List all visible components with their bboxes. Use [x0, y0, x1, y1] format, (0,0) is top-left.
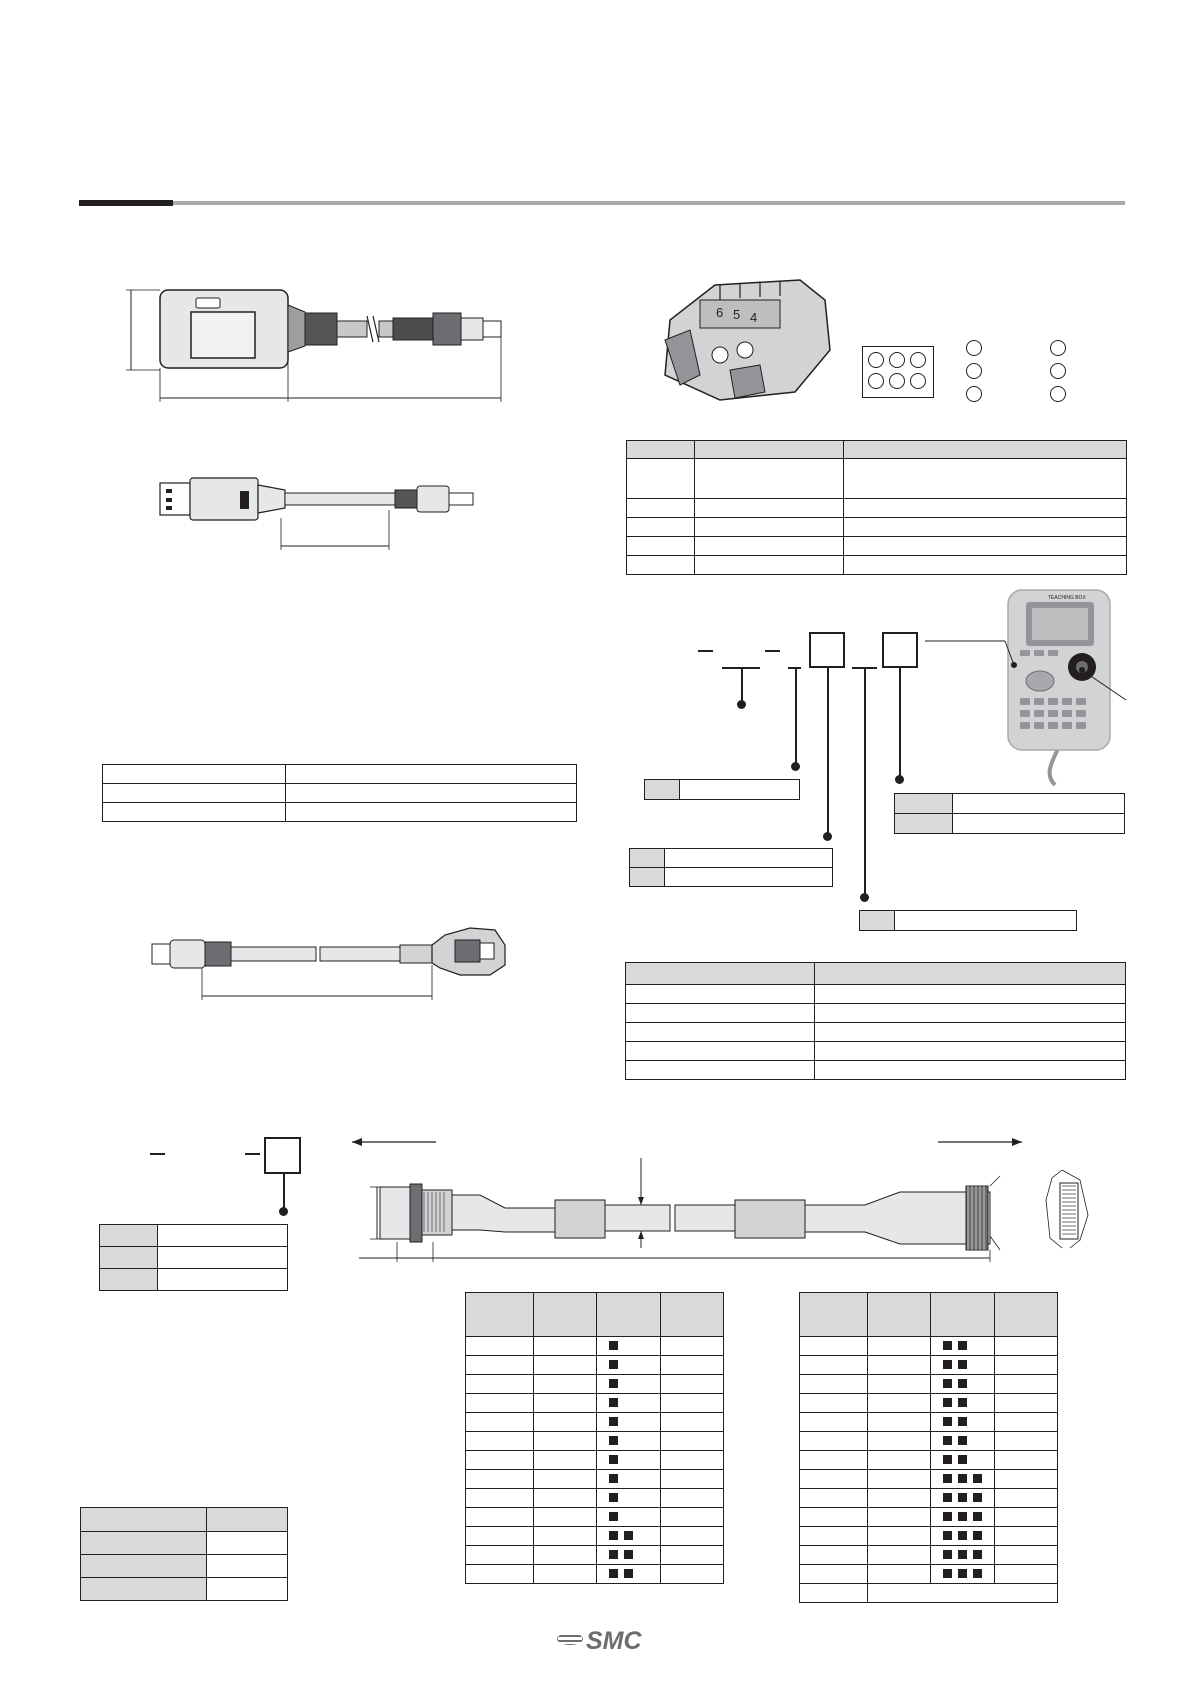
- wire-mark: [958, 1398, 967, 1407]
- pin-digit: 5: [733, 307, 741, 322]
- wire-mark-cell: [931, 1356, 995, 1375]
- smc-logo: [556, 1623, 656, 1663]
- wire-mark: [943, 1569, 952, 1578]
- wire-mark: [958, 1341, 967, 1350]
- wire-mark-cell: [597, 1489, 661, 1508]
- wire-mark: [973, 1493, 982, 1502]
- wire-mark: [958, 1379, 967, 1388]
- wire-mark: [624, 1550, 633, 1559]
- wire-mark: [609, 1341, 618, 1350]
- wire-mark: [943, 1341, 952, 1350]
- wire-mark-cell: [931, 1337, 995, 1356]
- wire-mark-cell: [597, 1527, 661, 1546]
- wire-mark: [958, 1512, 967, 1521]
- wire-mark-cell: [597, 1546, 661, 1565]
- wire-mark: [943, 1436, 952, 1445]
- wire-mark-cell: [931, 1546, 995, 1565]
- wire-mark: [943, 1512, 952, 1521]
- wire-mark: [609, 1436, 618, 1445]
- wire-mark: [609, 1417, 618, 1426]
- wire-mark-cell: [597, 1413, 661, 1432]
- wire-mark: [973, 1550, 982, 1559]
- wire-mark: [958, 1417, 967, 1426]
- wire-mark: [958, 1436, 967, 1445]
- wire-mark: [943, 1550, 952, 1559]
- smc-logo-text: SMC: [586, 1627, 642, 1655]
- wire-mark-cell: [597, 1451, 661, 1470]
- wire-mark-cell: [931, 1413, 995, 1432]
- wire-mark: [943, 1417, 952, 1426]
- wire-mark-cell: [597, 1375, 661, 1394]
- wire-mark: [973, 1474, 982, 1483]
- wire-mark: [943, 1474, 952, 1483]
- wire-mark: [943, 1360, 952, 1369]
- wire-mark-cell: [931, 1394, 995, 1413]
- wire-mark-cell: [597, 1394, 661, 1413]
- wire-mark: [958, 1569, 967, 1578]
- wire-mark-cell: [931, 1432, 995, 1451]
- wire-mark-cell: [597, 1432, 661, 1451]
- wire-mark-cell: [597, 1356, 661, 1375]
- wire-mark: [624, 1531, 633, 1540]
- wire-mark: [958, 1474, 967, 1483]
- wire-mark: [609, 1455, 618, 1464]
- wire-mark: [943, 1379, 952, 1388]
- wire-mark-cell: [597, 1337, 661, 1356]
- wire-mark-cell: [597, 1508, 661, 1527]
- pin-digit: 6: [716, 305, 724, 320]
- wire-mark: [943, 1455, 952, 1464]
- wire-mark: [973, 1531, 982, 1540]
- pin-digit: 4: [750, 310, 758, 325]
- wire-mark: [609, 1474, 618, 1483]
- wire-mark-cell: [931, 1375, 995, 1394]
- wire-mark-cell: [931, 1489, 995, 1508]
- wire-mark-cell: [931, 1508, 995, 1527]
- wire-mark: [943, 1531, 952, 1540]
- wire-mark: [958, 1360, 967, 1369]
- wiring-table-left: [465, 1292, 724, 1584]
- wire-mark: [958, 1455, 967, 1464]
- wire-mark: [958, 1550, 967, 1559]
- wire-mark: [943, 1398, 952, 1407]
- wire-mark-cell: [597, 1470, 661, 1489]
- wire-mark: [609, 1569, 618, 1578]
- wire-mark-cell: [931, 1451, 995, 1470]
- teaching-box-label: TEACHING BOX: [1048, 595, 1086, 601]
- wire-mark: [958, 1531, 967, 1540]
- wire-mark: [609, 1550, 618, 1559]
- wire-mark: [609, 1360, 618, 1369]
- wire-mark: [958, 1493, 967, 1502]
- wire-mark: [973, 1512, 982, 1521]
- wire-mark: [609, 1398, 618, 1407]
- wire-mark: [624, 1569, 633, 1578]
- wire-mark-cell: [931, 1565, 995, 1584]
- wire-mark-cell: [597, 1565, 661, 1584]
- wire-mark: [943, 1493, 952, 1502]
- wire-mark: [609, 1512, 618, 1521]
- wiring-table-right: [799, 1292, 1058, 1603]
- wire-mark: [609, 1379, 618, 1388]
- wire-mark: [973, 1569, 982, 1578]
- wire-mark: [609, 1493, 618, 1502]
- wire-mark-cell: [931, 1527, 995, 1546]
- wire-mark: [609, 1531, 618, 1540]
- wire-mark-cell: [931, 1470, 995, 1489]
